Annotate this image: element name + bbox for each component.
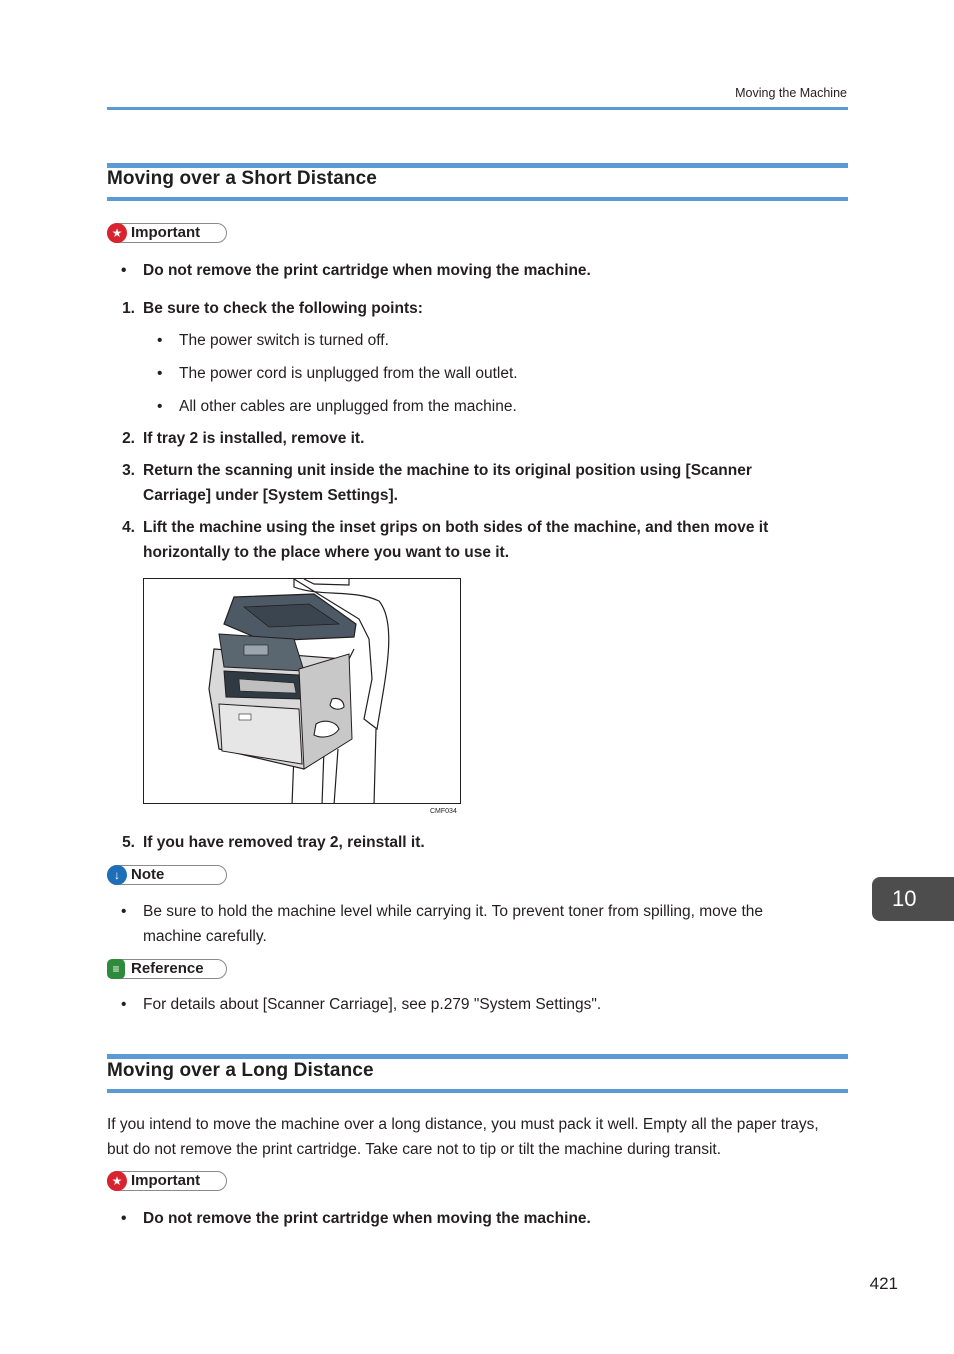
note-text: Be sure to hold the machine level while carrying it. To prevent toner from spilling, move the machine carefully.	[143, 903, 764, 945]
section-rule-top	[107, 1054, 848, 1059]
step-text: If you have removed tray 2, reinstall it.	[143, 834, 425, 851]
document-icon: ≡	[107, 959, 125, 979]
header-rule	[107, 107, 848, 110]
figure-code: CMF034	[430, 808, 457, 815]
bullet-dot: •	[121, 903, 127, 920]
bullet-text: Do not remove the print cartridge when moving the machine.	[143, 1210, 591, 1227]
page-number: 421	[869, 1274, 898, 1293]
step-number: 2.	[122, 430, 135, 447]
star-icon: ★	[107, 223, 127, 243]
bullet-dot: •	[157, 398, 163, 415]
running-head: Moving the Machine	[735, 86, 847, 100]
step-number: 1.	[122, 300, 135, 317]
star-icon: ★	[107, 1171, 127, 1191]
important-label: Important	[131, 224, 201, 241]
step-text: Be sure to check the following points:	[143, 300, 423, 317]
step-number: 4.	[122, 519, 135, 536]
chapter-tab: 10	[872, 877, 954, 921]
arrow-down-icon: ↓	[107, 865, 127, 885]
reference-badge	[107, 959, 227, 979]
reference-label: Reference	[131, 960, 204, 977]
section-rule-bottom	[107, 197, 848, 201]
note-badge	[107, 865, 227, 885]
person-carrying-printer-illustration	[144, 579, 461, 804]
important-badge	[107, 223, 227, 243]
bullet-dot: •	[121, 996, 127, 1013]
reference-text: For details about [Scanner Carriage], see p.279 "System Settings".	[143, 996, 602, 1013]
checkpoint-text: All other cables are unplugged from the machine.	[179, 398, 517, 415]
bullet-text: Do not remove the print cartridge when moving the machine.	[143, 262, 591, 279]
section-rule-bottom	[107, 1089, 848, 1093]
step-text: Return the scanning unit inside the machine to its original position using [Scanner Carriage] under [System Settings].	[143, 462, 752, 504]
step-text: If tray 2 is installed, remove it.	[143, 430, 365, 447]
section-title-long: Moving over a Long Distance	[107, 1060, 374, 1081]
step-number: 5.	[122, 834, 135, 851]
bullet-dot: •	[121, 1210, 127, 1227]
note-label: Note	[131, 866, 165, 883]
bullet-dot: •	[121, 262, 127, 279]
bullet-dot: •	[157, 365, 163, 382]
bullet-dot: •	[157, 332, 163, 349]
figure-lifting-machine	[143, 578, 461, 804]
important-label: Important	[131, 1172, 201, 1189]
step-text: Lift the machine using the inset grips on both sides of the machine, and then move it horizontally to the place where you want to use it.	[143, 519, 769, 561]
section-title-short: Moving over a Short Distance	[107, 168, 377, 189]
checkpoint-text: The power cord is unplugged from the wall outlet.	[179, 365, 518, 382]
important-badge	[107, 1171, 227, 1191]
step-number: 3.	[122, 462, 135, 479]
long-distance-intro: If you intend to move the machine over a long distance, you must pack it well. Empty all the paper trays, but do not remove the print cartridge. Take care not to tip or tilt the machine during transit.	[107, 1116, 819, 1158]
checkpoint-text: The power switch is turned off.	[179, 332, 389, 349]
